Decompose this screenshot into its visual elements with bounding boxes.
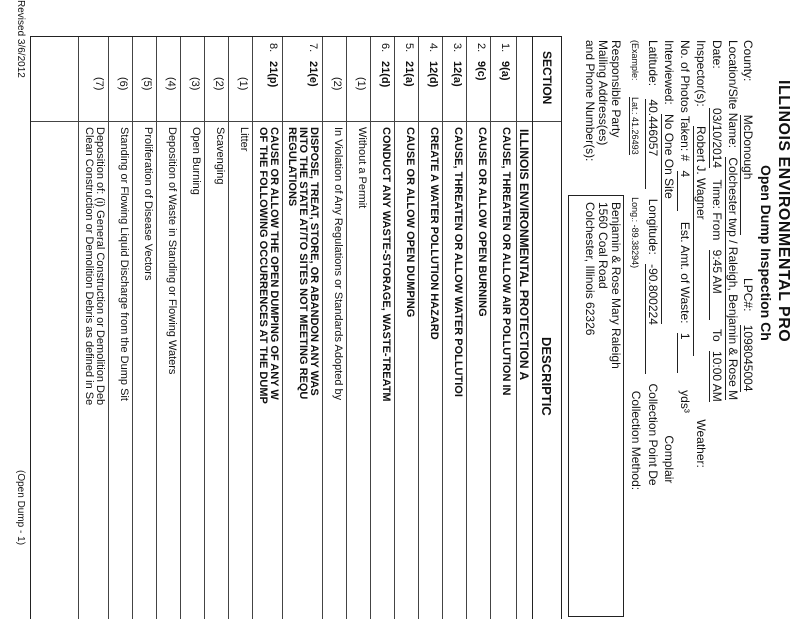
- row-description: CAUSE, THREATEN OR ALLOW AIR POLLUTION IN: [500, 127, 512, 396]
- location-field: Location/Site Name: Colchester twp / Raleigh, Benjamin & Rose M: [726, 40, 740, 401]
- date-time-field: Date: 03/10/2014 Time: From 9:45 AM To 10:00 AM: [710, 40, 724, 402]
- row-description: Deposition of Waste in Standing or Flowing Waters: [166, 127, 178, 375]
- responsible-labels: Responsible Party Mailing Address(es) and Phone Number(s):: [583, 40, 623, 162]
- waste-value: 1: [677, 333, 692, 373]
- inspector-value: Robert J. Wagner: [693, 126, 708, 356]
- row-description: CAUSE OR ALLOW OPEN DUMPING: [404, 127, 416, 318]
- table-row: [109, 37, 133, 619]
- time-to-value: 10:00 AM: [710, 351, 724, 402]
- date-value: 03/10/2014: [710, 108, 724, 169]
- row-description: CAUSE OR ALLOW OPEN BURNING: [476, 127, 488, 317]
- row-description: Litter: [238, 127, 250, 152]
- row-number: 8.: [267, 43, 279, 53]
- table-row: [491, 37, 515, 619]
- table-row: [347, 37, 371, 619]
- table-row: [157, 37, 181, 619]
- row-section: (1): [237, 77, 249, 91]
- county-value: McDonough: [740, 115, 755, 235]
- form-subtitle: Open Dump Inspection Ch: [758, 165, 774, 341]
- latitude-value: 40.446057: [645, 99, 660, 189]
- row-section: (7): [93, 77, 105, 91]
- row-section: (2): [331, 77, 343, 91]
- row-number: 3.: [451, 43, 463, 53]
- row-description: Deposition of: (i) General Construction or Demolition Deb Clean Construction or Demolition Debris as defined in Se: [83, 127, 106, 406]
- row-section: 21(d): [379, 61, 391, 88]
- row-number: 1.: [499, 43, 511, 53]
- longitude-value: -90.800224: [645, 264, 660, 374]
- row-section: (2): [213, 77, 225, 91]
- lpc-value: 1098045004: [741, 324, 755, 392]
- row-description: CREATE A WATER POLLUTION HAZARD: [428, 127, 440, 340]
- row-description: DISPOSE, TREAT, STORE, OR ABANDON ANY WAS INTO THE STATE AT/TO SITES NOT MEETING REQU REGULATIONS: [286, 127, 320, 400]
- table-row: [205, 37, 229, 619]
- row-section: (5): [141, 77, 153, 91]
- table-row: [229, 37, 253, 619]
- row-section: 9(a): [499, 61, 511, 81]
- table-row: [253, 37, 283, 619]
- table-row: [323, 37, 347, 619]
- party-city: Colchester, Illinois 62326: [583, 202, 597, 336]
- row-section: 21(e): [307, 61, 319, 87]
- table-row: [181, 37, 205, 619]
- photos-value: 4: [677, 171, 692, 211]
- table-row: [283, 37, 323, 619]
- row-section: (1): [355, 77, 367, 91]
- example-field: (Example: Lat.: 41.26493 Long.: -89.38294) Collection Method:: [629, 40, 643, 491]
- row-section: 21(a): [403, 61, 415, 87]
- row-description: Standing or Flowing Liquid Discharge from the Dump Sit: [118, 127, 130, 401]
- row-description: CAUSE, THREATEN OR ALLOW WATER POLLUTIOI: [452, 127, 464, 397]
- row-number: 7.: [307, 43, 319, 53]
- row-number: 5.: [403, 43, 415, 53]
- time-from-value: 9:45 AM: [709, 250, 724, 320]
- county-field: County: McDonough LPC#: 1098045004: [741, 40, 755, 392]
- row-number: 2.: [475, 43, 487, 53]
- photos-field: No. of Photos Taken: # 4 Est. Amt. of Waste: 1 yds³: [678, 40, 692, 413]
- inspector-field: Inspector(s): Robert J. Wagner Weather:: [694, 40, 708, 468]
- coords-field: Latitude: 40.446057 Longitude: -90.800224 Collection Point De: [646, 40, 660, 486]
- interviewed-value: No One On Site: [661, 114, 676, 324]
- violations-table: [30, 36, 562, 619]
- row-section: 9(c): [475, 61, 487, 81]
- location-value: Colchester twp / Raleigh, Benjamin & Rose M: [726, 157, 740, 401]
- table-row: [419, 37, 443, 619]
- party-name: Benjamin & Rose Mary Raleigh: [609, 202, 623, 369]
- row-section: 12(a): [451, 61, 463, 87]
- revised-date: Revised 3/6/2012: [15, 0, 26, 78]
- party-street: 1560 Coal Road: [596, 202, 610, 289]
- row-description: Proliferation of Disease Vectors: [142, 127, 154, 281]
- table-row: [133, 37, 157, 619]
- row-description: In Violation of Any Regulations or Standards Adopted by: [332, 127, 344, 401]
- interviewed-field: Interviewed: No One On Site Complair: [662, 40, 676, 484]
- row-section: (3): [189, 77, 201, 91]
- row-section: 12(d): [427, 61, 439, 88]
- table-row: [395, 37, 419, 619]
- form-title: ILLINOIS ENVIRONMENTAL PRO: [775, 80, 792, 343]
- table-row: [443, 37, 467, 619]
- row-description: Without a Permit: [356, 127, 368, 209]
- table-row: [371, 37, 395, 619]
- description-header: DESCRIPTIC: [539, 337, 554, 416]
- page-footer: (Open Dump - 1): [15, 470, 26, 546]
- row-description: CAUSE OR ALLOW THE OPEN DUMPING OF ANY W OF THE FOLLOWING OCCURRENCES AT THE DUMP: [257, 127, 280, 404]
- row-description: Open Burning: [190, 127, 202, 195]
- responsible-party-values: [583, 202, 622, 369]
- agency-header: ILLINOIS ENVIRONMENTAL PROTECTION A: [517, 129, 531, 381]
- row-section: (6): [117, 77, 129, 91]
- row-description: Scavenging: [214, 127, 226, 185]
- row-section: (4): [165, 77, 177, 91]
- section-header: SECTION: [540, 51, 554, 105]
- row-description: CONDUCT ANY WASTE-STORAGE, WASTE-TREATM: [380, 127, 392, 402]
- row-section: 21(p): [267, 61, 279, 88]
- table-row: [79, 37, 109, 619]
- table-row: [467, 37, 491, 619]
- row-number: 6.: [379, 43, 391, 53]
- row-number: 4.: [427, 43, 439, 53]
